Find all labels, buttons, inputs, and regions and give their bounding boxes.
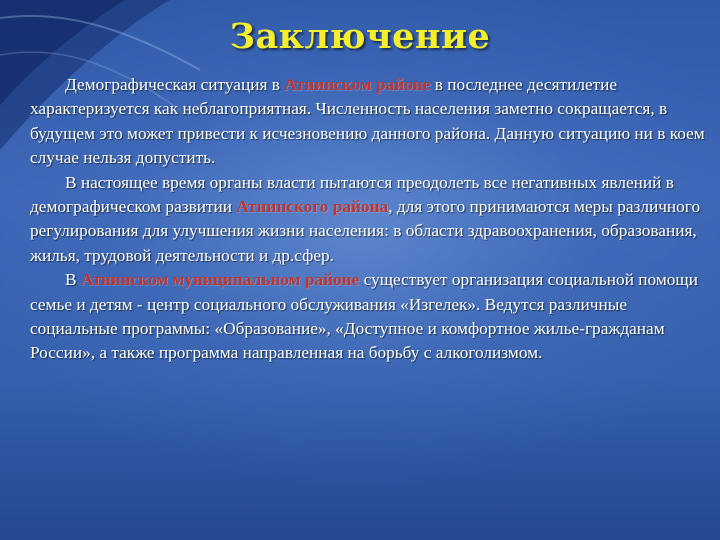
p2-text-end: , для этого принимаются меры различного регулирования для улучшения жизни населения: в области здравоохранения, образования, жилья, трудовой деятельности и др.сфер.	[30, 197, 701, 265]
slide-body	[30, 73, 710, 366]
p2-text-start: В настоящее время органы власти пытаются преодолеть все негативных явлений в демографическом развитии	[30, 172, 674, 217]
paragraph-demographics	[30, 73, 710, 171]
p2-highlight: Атнинского района	[236, 197, 389, 217]
p1-text-end: в последнее десятилетие характеризуется как неблагоприятная. Численность населения заметно сокращается, в будущем это может привести к исчезновению данного района. Данную ситуацию ни в коем случае нельзя допустить.	[30, 75, 705, 168]
p1-highlight: Атнинском районе	[284, 75, 431, 94]
p3-highlight: Атнинском муниципальном районе	[80, 270, 360, 290]
slide-title: Заключение	[229, 16, 491, 57]
paragraph-authorities	[30, 171, 710, 269]
p3-text-start: В	[65, 270, 81, 290]
p3-text-end: существует организация социальной помощи семье и детям - центр социального обслуживания «Изгелек». Ведутся различные социальные программы: «Образование», «Доступное и комфортное жилье-гражданам России», а также программа направленная на борьбу с алкоголизмом.	[30, 270, 698, 363]
p1-text-start: Демографическая ситуация в	[65, 75, 285, 94]
paragraph-social-programs	[30, 268, 710, 366]
